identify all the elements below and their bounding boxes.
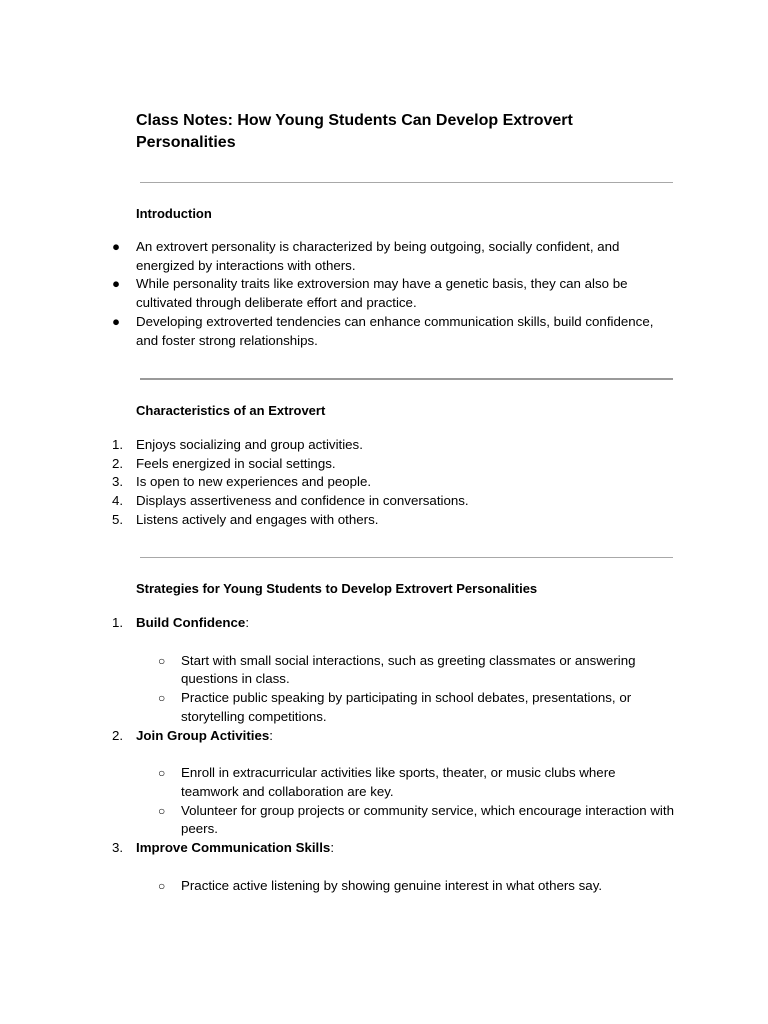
strategy-label: Improve Communication Skills [136,840,331,856]
list-item-text: While personality traits like extroversion may have a genetic basis, they can also be cultivated through deliberate effort and practice. [136,276,628,311]
strategy-label: Build Confidence [136,615,246,630]
section-heading-strategies: Strategies for Young Students to Develop Extrovert Personalities [136,581,538,596]
list-item [0,473,768,492]
bullet-marker: ● [112,276,121,292]
strategy-item [0,614,768,727]
list-item [0,455,768,474]
number-marker: 5. [112,511,124,527]
section-heading-introduction: Introduction [136,206,212,221]
strategy-label-suffix: : [269,727,273,743]
section-heading-characteristics: Characteristics of an Extrovert [136,403,326,418]
strategy-label-suffix: : [330,840,335,856]
strategy-item [0,839,768,895]
horizontal-rule [140,378,673,380]
number-marker: 3. [112,474,124,490]
sub-list-item [136,652,676,689]
list-item [0,238,768,275]
list-item-text: Feels energized in social settings. [136,455,336,471]
circle-bullet-marker: ○ [158,803,166,818]
list-item-text: Displays assertiveness and confidence in conversations. [136,493,469,509]
circle-bullet-marker: ○ [158,878,166,893]
document-title: Class Notes: How Young Students Can Develop Extrovert Personalities [136,112,573,151]
strategy-label: Join Group Activities [136,727,270,743]
list-item-text: Is open to new experiences and people. [136,474,372,490]
list-item-text: Listens actively and engages with others. [136,511,379,527]
circle-bullet-marker: ○ [158,691,166,706]
list-item [0,511,768,530]
list-item [0,313,768,350]
strategy-sublist [136,764,676,839]
sub-list-item [136,764,676,801]
characteristics-list [0,436,768,530]
sub-list-item-text: Practice public speaking by participating in school debates, presentations, or storytelling competitions. [181,690,632,724]
bullet-marker: ● [112,313,121,329]
number-marker: 1. [112,615,124,630]
number-marker: 2. [112,455,124,471]
circle-bullet-marker: ○ [158,653,166,668]
number-marker: 3. [112,840,124,856]
list-item [0,492,768,511]
strategy-label-suffix: : [245,615,250,630]
sub-list-item [136,877,676,896]
horizontal-rule [140,557,673,558]
list-item-text: An extrovert personality is characterized by being outgoing, socially confident, and energized by interactions with others. [136,239,620,273]
introduction-list [0,238,768,350]
list-item-text: Developing extroverted tendencies can enhance communication skills, build confidence, and foster strong relationships. [136,313,654,348]
list-item-text: Enjoys socializing and group activities. [136,437,363,452]
strategy-sublist [136,652,676,727]
sub-list-item-text: Volunteer for group projects or community service, which encourage interaction with peers. [181,802,674,837]
circle-bullet-marker: ○ [158,766,166,781]
sub-list-item-text: Start with small social interactions, such as greeting classmates or answering questions in class. [181,652,636,687]
number-marker: 1. [112,437,124,452]
sub-list-item [136,802,676,839]
number-marker: 2. [112,727,124,743]
sub-list-item [136,689,676,726]
horizontal-rule [140,182,673,183]
list-item [0,436,768,455]
strategy-sublist [136,877,676,896]
strategy-item [0,727,768,840]
bullet-marker: ● [112,239,121,254]
strategies-list [0,614,768,895]
sub-list-item-text: Enroll in extracurricular activities like sports, theater, or music clubs where teamwork and collaboration are key. [181,765,616,799]
list-item [0,275,768,312]
number-marker: 4. [112,493,124,509]
sub-list-item-text: Practice active listening by showing genuine interest in what others say. [181,877,603,893]
